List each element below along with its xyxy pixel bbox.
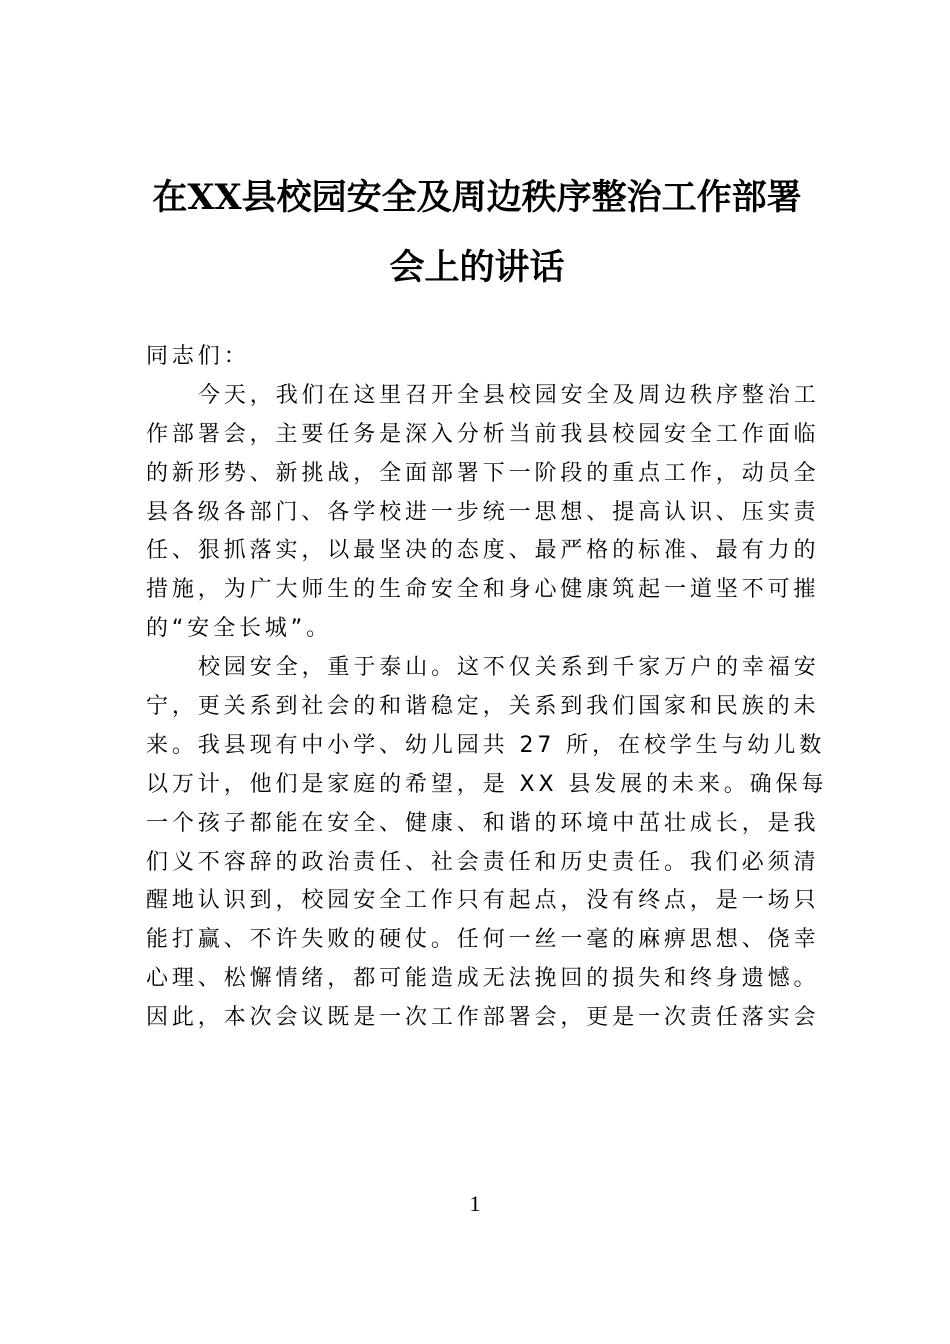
paragraph-line: 措施，为广大师生的生命安全和身心健康筑起一道坚不可摧 bbox=[146, 577, 820, 603]
paragraph-line: 心理、松懈情绪，都可能造成无法挽回的损失和终身遗憾。 bbox=[146, 966, 820, 992]
paragraph-line: 以万计，他们是家庭的希望，是 XX 县发展的未来。确保每 bbox=[146, 771, 828, 797]
paragraph-line: 来。我县现有中小学、幼儿园共 27 所，在校学生与幼儿数 bbox=[146, 732, 826, 758]
paragraph-line: 宁，更关系到社会的和谐稳定，关系到我们国家和民族的未 bbox=[146, 694, 820, 720]
paragraph-line: 的新形势、新挑战，全面部署下一阶段的重点工作，动员全 bbox=[146, 460, 820, 486]
paragraph-line: 任、狠抓落实，以最坚决的态度、最严格的标准、最有力的 bbox=[146, 538, 820, 564]
title-line-1: 在XX县校园安全及周边秩序整治工作部署 bbox=[152, 177, 802, 218]
paragraph-line: 作部署会，主要任务是深入分析当前我县校园安全工作面临 bbox=[146, 421, 820, 447]
document-body bbox=[146, 338, 828, 1038]
paragraph-line: 县各级各部门、各学校进一步统一思想、提高认识、压实责 bbox=[146, 499, 820, 525]
paragraph-line: 能打赢、不许失败的硬仗。任何一丝一毫的麻痹思想、侥幸 bbox=[146, 927, 820, 953]
paragraph-line: 的“安全长城”。 bbox=[146, 616, 332, 642]
paragraph-line: 因此，本次会议既是一次工作部署会，更是一次责任落实会 bbox=[146, 1005, 820, 1031]
paragraph-1 bbox=[146, 377, 820, 649]
salutation: 同志们： bbox=[146, 344, 250, 369]
document-title bbox=[145, 163, 809, 303]
paragraph-line: 今天，我们在这里召开全县校园安全及周边秩序整治工 bbox=[198, 382, 820, 408]
paragraph-line: 校园安全，重于泰山。这不仅关系到千家万户的幸福安 bbox=[198, 655, 820, 681]
paragraph-2 bbox=[146, 649, 828, 1038]
title-line-2: 会上的讲话 bbox=[389, 247, 565, 288]
paragraph-line: 一个孩子都能在安全、健康、和谐的环境中茁壮成长，是我 bbox=[146, 810, 820, 836]
paragraph-line: 醒地认识到，校园安全工作只有起点，没有终点，是一场只 bbox=[146, 888, 820, 914]
paragraph-line: 们义不容辞的政治责任、社会责任和历史责任。我们必须清 bbox=[146, 849, 820, 875]
page-number: 1 bbox=[469, 1191, 481, 1216]
